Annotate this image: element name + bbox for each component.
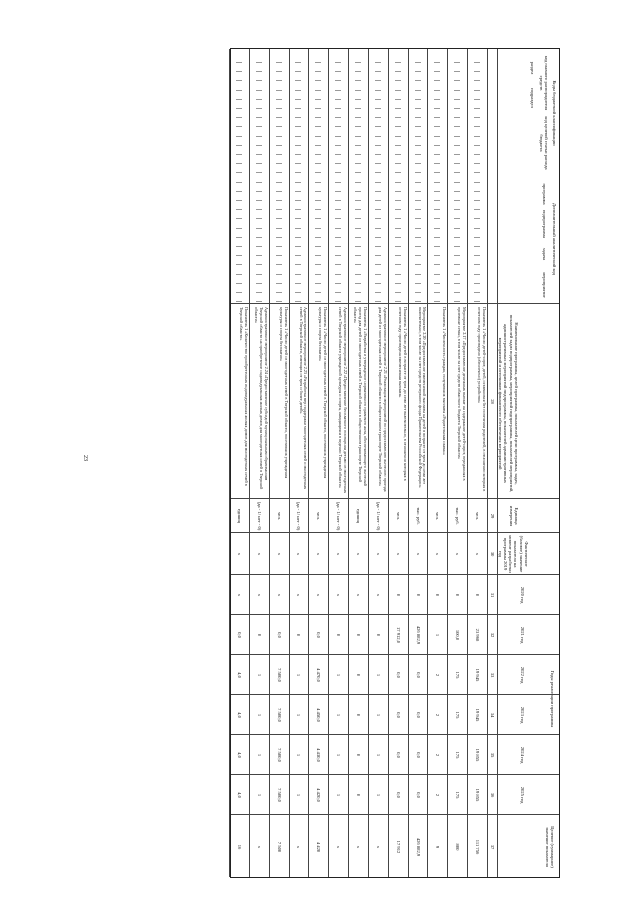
row-target-value: 9 <box>435 845 441 849</box>
row-year-value: 4,0 <box>236 752 242 758</box>
row-target-value: х <box>356 845 361 849</box>
row-year-value: 7 500,0 <box>276 668 282 682</box>
row-base-value: х <box>415 552 421 556</box>
row-year-value: 0 <box>296 633 302 637</box>
row-name: Показатель 1 «Численность граждан, получивших выплаты «Родительская слава»» <box>442 307 448 456</box>
row-year-value: 4,0 <box>236 672 242 678</box>
year-2021-header: 2021 год <box>520 626 525 644</box>
year-2025-header: 2025 год <box>520 786 525 804</box>
row-year-value: 1 <box>296 713 302 717</box>
analytic-code-header: Дополнительный аналитический код <box>552 202 557 275</box>
row-year-value: 1 <box>375 713 381 717</box>
code-digit-cell <box>295 292 301 302</box>
code-digit-cell <box>355 292 361 302</box>
row-year-value: 175 <box>455 711 461 719</box>
row-target-value: х <box>336 845 342 849</box>
row-year-value: 0 <box>356 673 361 677</box>
row-target-value: 16 <box>236 844 242 850</box>
col-number: 31 <box>490 592 495 598</box>
row-year-value: 7 500,0 <box>276 748 282 762</box>
row-year-value: 0 <box>356 793 361 797</box>
year-2020-header: 2020 год <box>520 586 525 604</box>
row-year-value: 0,0 <box>236 632 242 638</box>
row-year-value: 19 945 <box>475 668 481 682</box>
row-unit: (да - 1/ нет - 0) <box>296 501 302 531</box>
budget-code-header: код главного распорядителя средств <box>538 55 549 111</box>
row-year-value: 1 <box>336 793 342 797</box>
code-digit-cell <box>256 292 262 302</box>
row-name: Показатель 1 «Число детей-сирот, детей, оставшихся без попечения родителей, в отношении которых в отчетном году произведено (обеспечено) устройство» <box>477 307 487 492</box>
row-name: Административное мероприятие 2.21 «Реализация мероприятий по предоставлению льготного проезда для детей из многодетных семей в Тверской области в общественном транспорте Тверской области» <box>377 307 388 492</box>
row-year-value: 0,0 <box>415 792 421 798</box>
row-year-value: 100,0 <box>455 629 461 641</box>
section-header: раздел <box>530 61 535 75</box>
row-year-value: 17 912,0 <box>395 626 401 644</box>
row-year-value: 0 <box>455 593 461 597</box>
row-unit: тыс. руб. <box>455 507 461 525</box>
row-year-value: х <box>356 593 361 597</box>
row-year-value: 1 <box>336 713 342 717</box>
page-number: 23 <box>82 455 88 461</box>
row-unit: единиц <box>236 508 242 524</box>
row-year-value: х <box>236 593 242 597</box>
row-unit: чел. <box>276 512 282 520</box>
code-digit-cell <box>474 292 480 302</box>
row-base-value: х <box>475 552 481 556</box>
row-year-value: 0,0 <box>395 752 401 758</box>
row-year-value: 1 <box>296 753 302 757</box>
row-unit: чел. <box>316 512 322 520</box>
base-value-header: Фактическое (базовое) значение показателя на момент разработки программы 2019 год <box>497 535 529 573</box>
row-year-value: 0,0 <box>276 632 282 638</box>
row-name: Мероприятие 2.20 «Предоставление ежемесячной выплаты на детей в возрасте от трех до семи лет включительно, в том числе за счет средств резервного фонда Правительства Российской Федерации» <box>417 307 428 488</box>
row-year-value: 7 500,0 <box>276 788 282 802</box>
row-year-value: 0,0 <box>395 712 401 718</box>
row-unit: чел. <box>435 512 441 520</box>
row-unit: (да - 1/ нет - 0) <box>375 501 381 531</box>
row-year-value: 0,0 <box>316 632 322 638</box>
col-number: 32 <box>490 632 495 638</box>
row-target-value: 111 756 <box>475 839 481 855</box>
row-target-value: 800 <box>455 843 461 851</box>
col-number: 29 <box>490 513 495 519</box>
row-name: Показатель 1 «Число детей из многодетных семей в Тверской области, посетивших учреждения культуры и спорта бесплатно» <box>318 307 329 479</box>
row-year-value: 1 <box>336 673 342 677</box>
row-year-value: х <box>256 593 262 597</box>
row-base-value: х <box>296 552 302 556</box>
row-year-value: 4 470,0 <box>316 668 322 682</box>
row-year-value: 2 <box>435 753 441 757</box>
row-target-value: 17 912 <box>395 840 401 854</box>
code-digit-cell <box>454 292 460 302</box>
years-group-header: Годы реализации программы <box>550 670 555 728</box>
row-base-value: х <box>256 552 262 556</box>
col-number: 34 <box>490 712 495 718</box>
row-year-value: 19 945 <box>475 708 481 722</box>
row-year-value: 175 <box>455 671 461 679</box>
col-number: 35 <box>490 752 495 758</box>
row-year-value: 1 <box>336 753 342 757</box>
row-year-value: 1 <box>375 673 381 677</box>
code-digit-cell <box>276 292 282 302</box>
row-year-value: 19 855 <box>475 748 481 762</box>
row-year-value: 1 <box>296 673 302 677</box>
row-year-value: 0 <box>415 593 421 597</box>
row-base-value: х <box>395 552 401 556</box>
row-base-value: х <box>356 552 361 556</box>
row-year-value: 1 <box>256 753 262 757</box>
row-year-value: 1 <box>256 793 262 797</box>
codes-group-header: Коды бюджетной классификации <box>552 80 557 146</box>
year-2022-header: 2022 год <box>520 666 525 684</box>
row-year-value: х <box>316 593 322 597</box>
row-base-value: х <box>276 552 282 556</box>
row-unit: чел. <box>475 512 481 520</box>
row-base-value: х <box>375 552 381 556</box>
row-target-value: 426 882,9 <box>415 837 421 857</box>
code-digit-cell <box>236 292 242 302</box>
row-year-value: 426 882,9 <box>415 625 421 645</box>
col-number: 37 <box>490 844 495 850</box>
row-year-value: 0 <box>435 593 441 597</box>
year-2023-header: 2023 год <box>520 706 525 724</box>
row-year-value: 1 <box>375 793 381 797</box>
row-year-value: 2 <box>435 713 441 717</box>
col-number: 30 <box>490 551 495 557</box>
row-year-value: 0,0 <box>395 672 401 678</box>
unit-header: Единица измерения <box>508 505 519 527</box>
rotated-table-wrapper <box>230 48 560 878</box>
row-year-value: 2 <box>435 793 441 797</box>
program-table <box>230 48 560 878</box>
row-year-value: 1 <box>256 673 262 677</box>
row-base-value: х <box>455 552 461 556</box>
row-year-value: 1 <box>435 633 441 637</box>
row-year-value: 0 <box>356 713 361 717</box>
row-year-value: 175 <box>455 791 461 799</box>
row-year-value: 1 <box>256 713 262 717</box>
row-year-value: 4 450,0 <box>316 708 322 722</box>
row-year-value: 1 <box>375 753 381 757</box>
row-target-value: 7 500 <box>276 841 282 853</box>
row-base-value: х <box>236 552 242 556</box>
row-year-value: 4 420,0 <box>316 788 322 802</box>
code-digit-cell <box>315 292 321 302</box>
code-digit-cell <box>434 292 440 302</box>
row-year-value: 2 <box>435 673 441 677</box>
subsection-header: подраздел <box>530 88 535 108</box>
row-year-value: х <box>375 593 381 597</box>
row-year-value: 0 <box>395 593 401 597</box>
row-year-value: 0,0 <box>415 712 421 718</box>
col-number: 33 <box>490 672 495 678</box>
row-year-value: х <box>296 593 302 597</box>
row-base-value: х <box>336 552 342 556</box>
row-name: Показатель 1 «Число детей из многодетных семей в Тверской области, посетивших учреждения культуры и спорта бесплатно» <box>278 307 289 479</box>
code-digit-cell <box>335 292 341 302</box>
row-name: Показатель 1 «Разработка и утверждение нормативного правового акта, обеспечивающего льготный проезд для детей из многодетных семей в Тверской области в общественном транспорте Тверской области» <box>353 307 368 486</box>
row-target-value: х <box>296 845 302 849</box>
code-digit-cell <box>375 292 381 302</box>
measure-header: мероприятие <box>542 272 547 298</box>
col-number: 36 <box>490 792 495 798</box>
program-header: программа <box>542 183 547 205</box>
row-year-value: 0 <box>356 753 361 757</box>
row-year-value: 19 855 <box>475 788 481 802</box>
row-target-value: 4 420 <box>316 841 322 853</box>
row-unit: чел. <box>395 512 401 520</box>
row-base-value: х <box>316 552 322 556</box>
row-year-value: 175 <box>455 751 461 759</box>
row-name: Административное мероприятие 2.22 «Предоставление бесплатного посещения детьми из многодетных семей в Тверской области учреждений культуры и спорта, находящихся в ведении Тверской области» <box>338 307 349 493</box>
row-name: Показатель 1 «Количество приобретенных индивидуальных жилых домов для многодетных семей в Тверской области» <box>239 307 249 486</box>
subprogram-header: подпрограмма <box>542 209 547 239</box>
row-name: Мероприятие 2.17 «Предоставление денежных выплат на содержание детей-сирот, переданных в приемные семьи, в том числе за счет средств областного бюджета Тверской области» <box>457 307 468 481</box>
row-unit: (да - 1/ нет - 0) <box>336 501 342 531</box>
row-year-value: 0 <box>375 633 381 637</box>
col-number: 28 <box>490 399 495 404</box>
row-name: Показатель 1 «Число детей в возрасте от трех до семи лет включительно, в отношении которых в отчетном году произведена ежемесячная выплата» <box>397 307 408 481</box>
row-year-value: х <box>276 593 282 597</box>
year-2024-header: 2024 год <box>520 746 525 764</box>
row-year-value: 4 430,0 <box>316 748 322 762</box>
row-base-value: х <box>435 552 441 556</box>
row-year-value: 4,0 <box>236 792 242 798</box>
row-year-value: 7 500,0 <box>276 708 282 722</box>
row-target-value: х <box>256 845 262 849</box>
row-unit: тыс. руб. <box>415 507 421 525</box>
row-name: Административное мероприятие 2.24 «Предоставление субсидий муниципальным образованиям Тверской области на приобретение индивидуальных жилых домов для многодетных семей в Тверской области» <box>254 307 269 490</box>
row-unit: единиц <box>356 508 361 524</box>
row-year-value: 0,0 <box>415 672 421 678</box>
row-target-value: х <box>375 845 381 849</box>
row-year-value: 23 968 <box>475 628 481 642</box>
task-header: задача <box>542 247 547 261</box>
row-year-value: 0 <box>475 593 481 597</box>
code-digit-cell <box>415 292 421 302</box>
row-year-value: 0 <box>356 633 361 637</box>
header-row <box>497 49 559 877</box>
row-year-value: 0,0 <box>415 752 421 758</box>
row-name: Административное мероприятие 2.23 «Разработка мер поддержки многодетных семей и многодетных семей в Тверской области, имеющих от трех и более детей» <box>298 307 309 490</box>
row-year-value: 0 <box>336 633 342 637</box>
name-header: Наименование программы, целей программы, показателей цели программы, задач, показателей задач подпрограммы, мероприятий подпрограммы, показателей мероприятий, административных мероприятий подпрограммы, показателей административных мероприятий и источников финансового обеспечения мероприятий <box>498 314 519 493</box>
row-unit: (да - 1/ нет - 0) <box>256 501 262 531</box>
row-year-value: 4,0 <box>236 712 242 718</box>
row-year-value: х <box>336 593 342 597</box>
row-year-value: 0 <box>256 633 262 637</box>
target-article-header: код целевой статьи расхода бюджета <box>538 116 549 170</box>
row-year-value: 0,0 <box>395 792 401 798</box>
code-digit-cell <box>395 292 401 302</box>
target-value-header: Целевое (суммарное) значение показателя <box>544 826 555 868</box>
row-year-value: 1 <box>296 793 302 797</box>
